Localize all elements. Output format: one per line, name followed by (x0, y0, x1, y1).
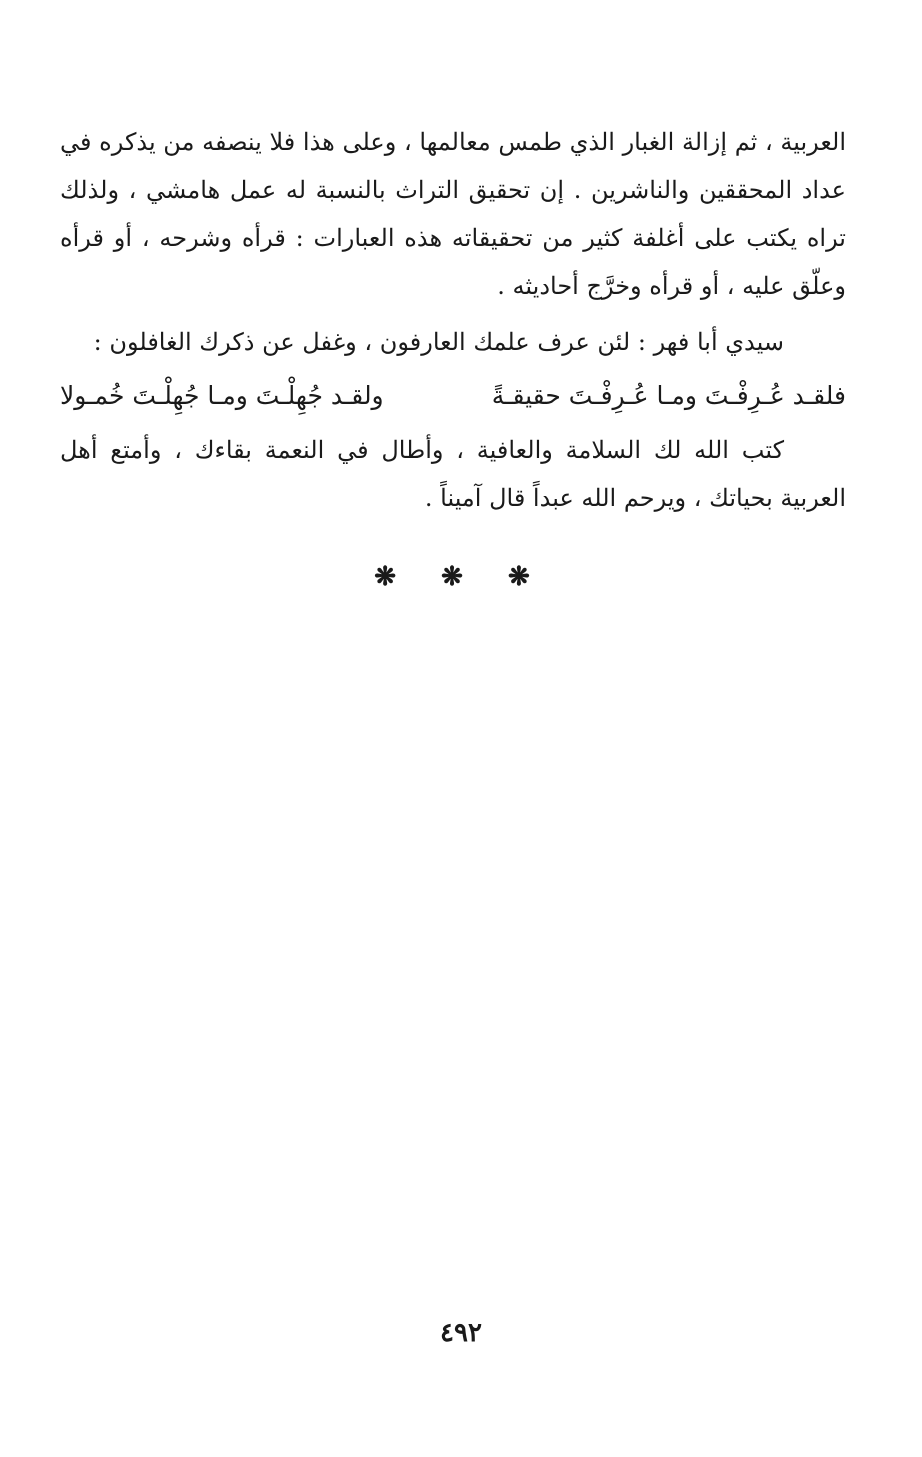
paragraph-text: كتب الله لك السلامة والعافية ، وأطال في النعمة بقاءك ، وأمتع أهل العربية بحياتك ، ويرحم الله عبداً قال آميناً . (60, 436, 846, 512)
verse-second-hemistich: ولقـد جُهِلْـتَ ومـا جُهِلْـتَ خُمـولا (60, 381, 384, 410)
poetry-verse (60, 372, 846, 420)
body-paragraph-3 (60, 426, 846, 522)
paragraph-text: العربية ، ثم إزالة الغبار الذي طمس معالمها ، وعلى هذا فلا ينصفه من يذكره في عداد المحققين والناشرين . إن تحقيق التراث بالنسبة له عمل هامشي ، ولذلك تراه يكتب على أغلفة كثير من تحقيقاته هذه العبارات : قرأه وشرحه ، أو قرأه وعلّق عليه ، أو قرأه وخرَّج أحاديثه . (60, 128, 846, 300)
verse-first-hemistich: فلقـد عُـرِفْـتَ ومـا عُـرِفْـتَ حقيقـةً (491, 381, 846, 410)
page-number: ٤٩٢ (440, 1318, 482, 1348)
section-separator-icon: ❋ ❋ ❋ (374, 562, 548, 592)
paragraph-text: سيدي أبا فهر : لئن عرف علمك العارفون ، وغفل عن ذكرك الغافلون : (93, 328, 784, 356)
body-paragraph-1 (60, 118, 846, 310)
body-paragraph-2 (60, 318, 846, 366)
